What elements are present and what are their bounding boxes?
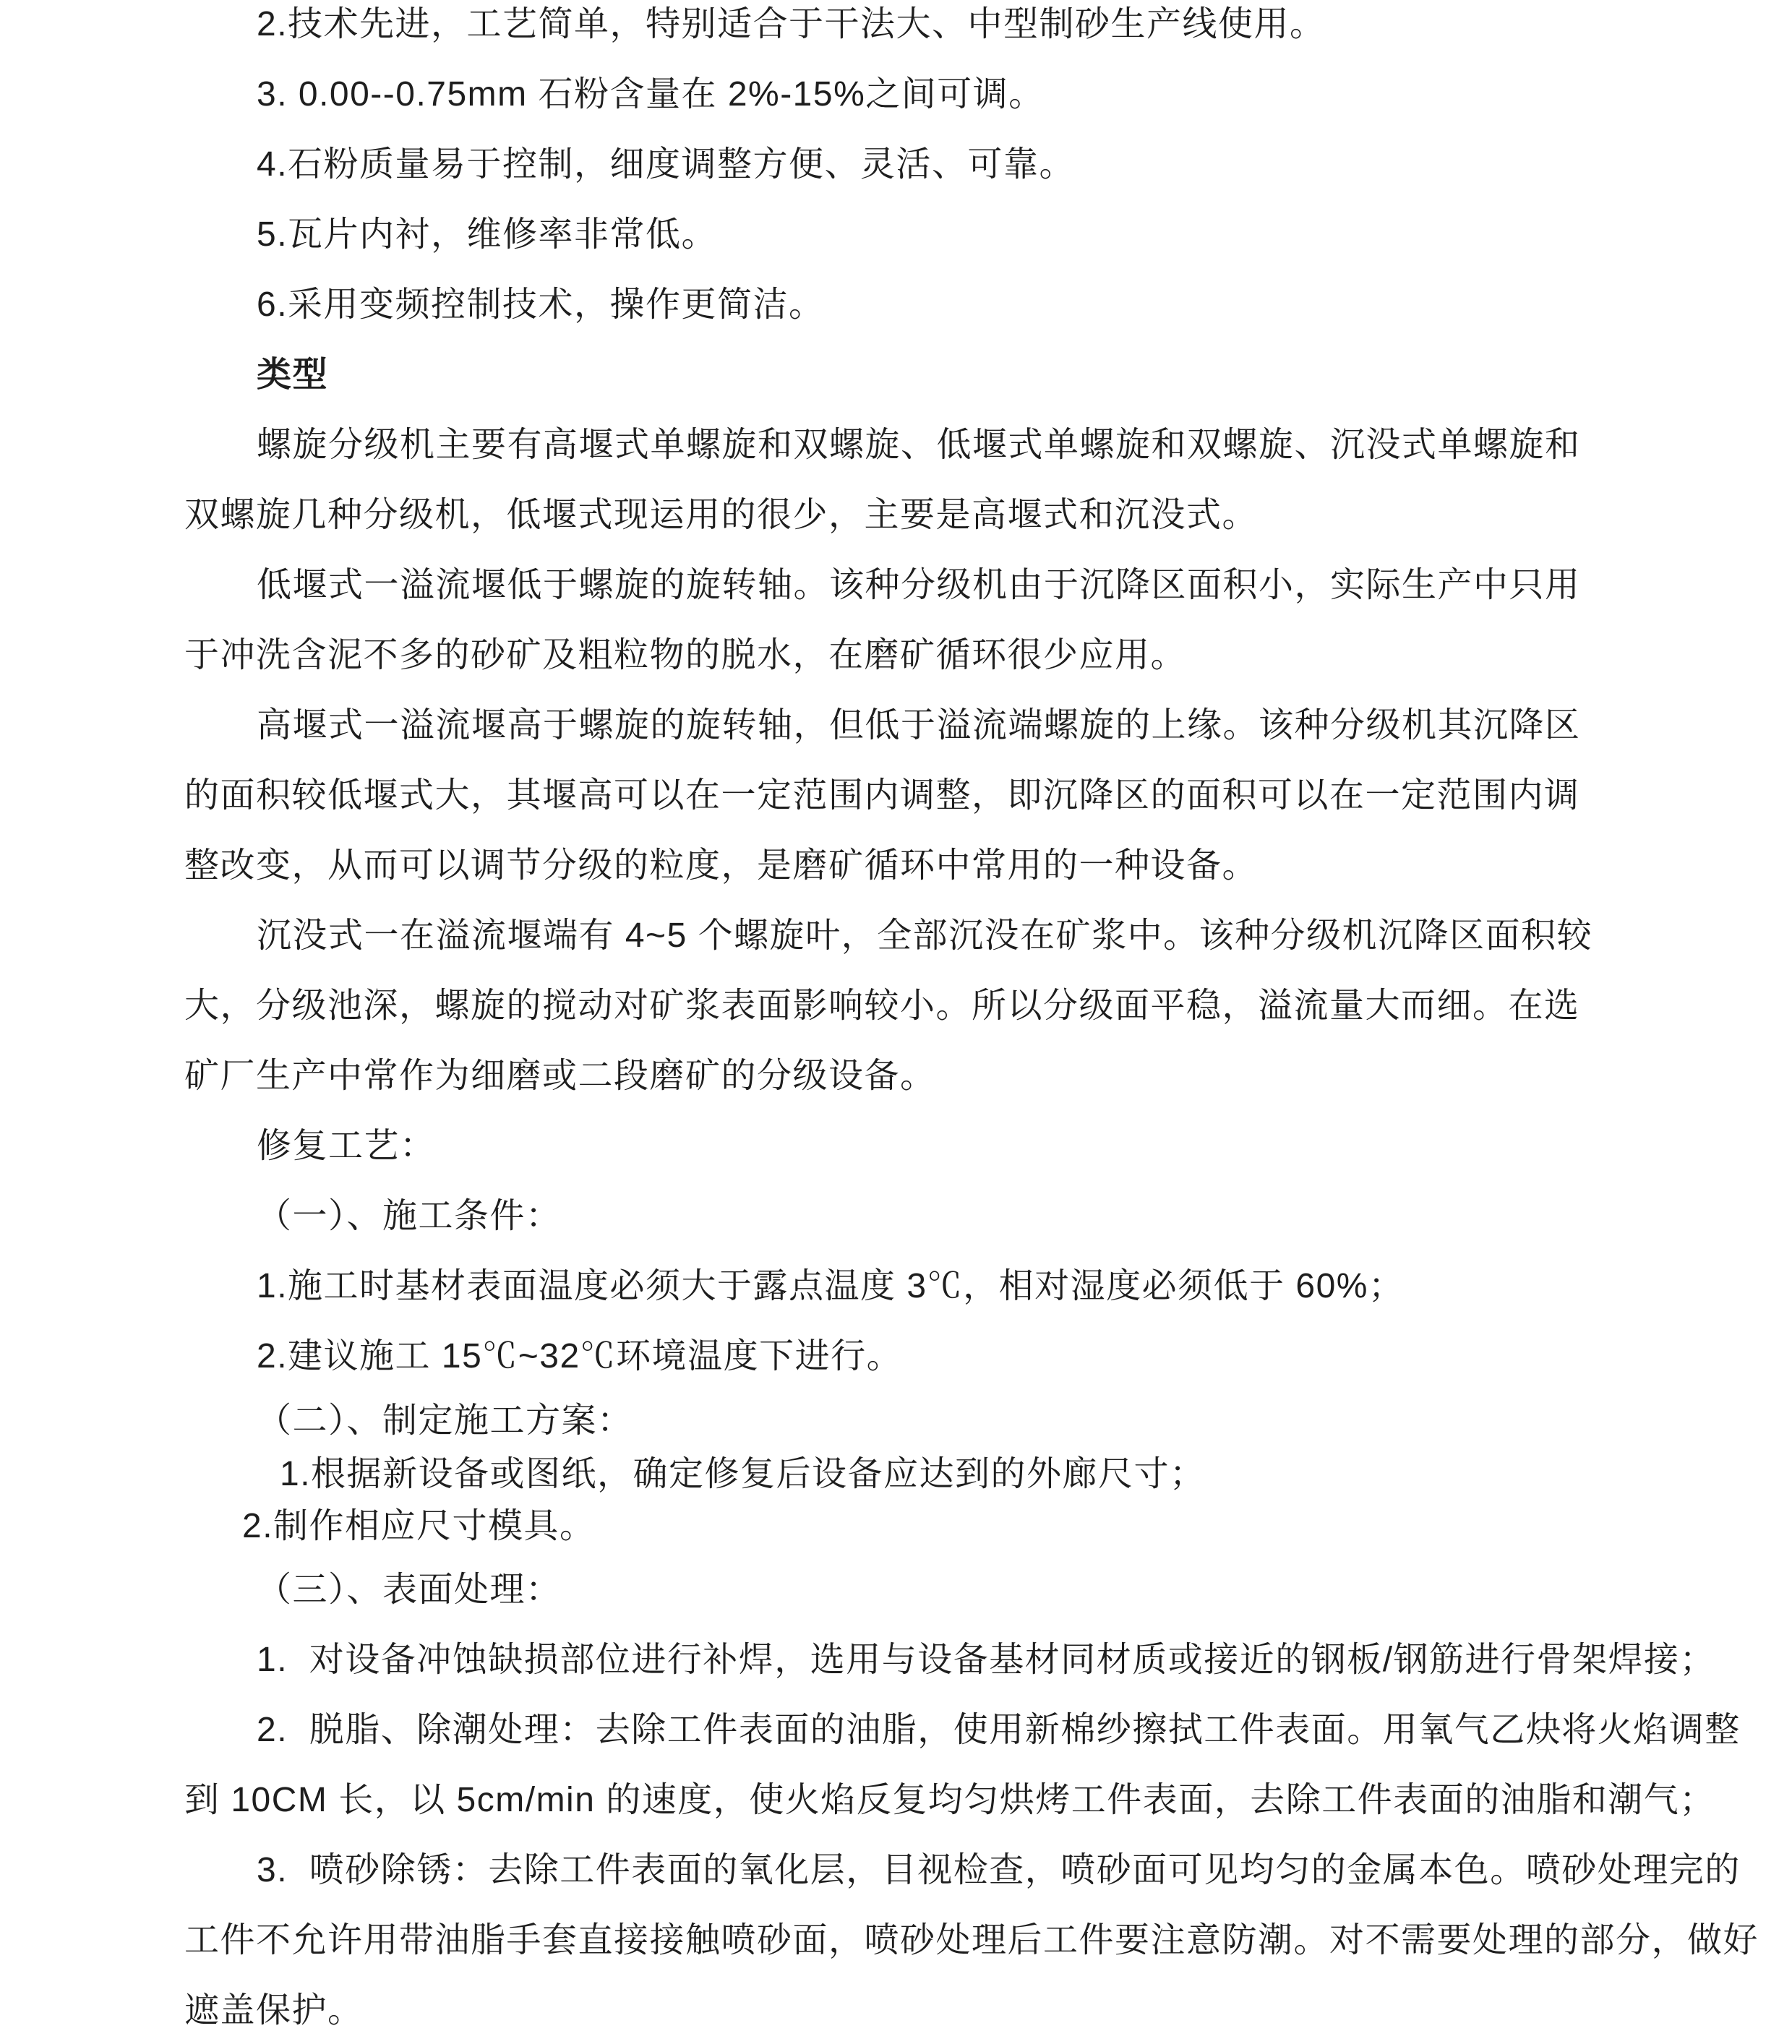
paragraph-line: 螺旋分级机主要有高堰式单螺旋和双螺旋、低堰式单螺旋和双螺旋、沉没式单螺旋和	[257, 426, 1581, 464]
paragraph-line: 大，分级池深，螺旋的搅动对矿浆表面影响较小。所以分级面平稳，溢流量大而细。在选	[184, 987, 1580, 1025]
paragraph-line: 高堰式一溢流堰高于螺旋的旋转轴，但低于溢流端螺旋的上缘。该种分级机其沉降区	[257, 706, 1581, 744]
paragraph-line: 的面积较低堰式大，其堰高可以在一定范围内调整，即沉降区的面积可以在一定范围内调	[184, 776, 1580, 815]
section-heading: 类型	[257, 356, 329, 394]
list-item: 1. 对设备冲蚀缺损部位进行补焊，选用与设备基材同材质或接近的钢板/钢筋进行骨架焊接；	[257, 1641, 1716, 1679]
paragraph-line: 遮盖保护。	[184, 1991, 364, 2030]
list-item: 6.采用变频控制技术，操作更简洁。	[257, 285, 825, 324]
list-item: 1.施工时基材表面温度必须大于露点温度 3℃，相对湿度必须低于 60%；	[257, 1267, 1405, 1305]
list-item: 2.建议施工 15℃~32℃环境温度下进行。	[257, 1337, 903, 1375]
list-item: 5.瓦片内衬，维修率非常低。	[257, 215, 718, 254]
paragraph-line: 矿厂生产中常作为细磨或二段磨矿的分级设备。	[184, 1057, 936, 1095]
list-item: 4.石粉质量易于控制，细度调整方便、灵活、可靠。	[257, 145, 1076, 184]
paragraph-line: 工件不允许用带油脂手套直接接触喷砂面，喷砂处理后工件要注意防潮。对不需要处理的部分，做好	[184, 1921, 1759, 1959]
paragraph-line: 于冲洗含泥不多的砂矿及粗粒物的脱水，在磨矿循环很少应用。	[184, 636, 1187, 674]
subsection-title: （二）、制定施工方案：	[257, 1401, 633, 1440]
list-item: 2.技术先进，工艺简单，特别适合于干法大、中型制砂生产线使用。	[257, 5, 1326, 43]
paragraph-line: 到 10CM 长，以 5cm/min 的速度，使火焰反复均匀烘烤工件表面，去除工件表面的油脂和潮气；	[184, 1781, 1715, 1819]
paragraph-line: 双螺旋几种分级机，低堰式现运用的很少，主要是高堰式和沉没式。	[184, 496, 1259, 534]
paragraph-line: 沉没式一在溢流堰端有 4~5 个螺旋叶，全部沉没在矿浆中。该种分级机沉降区面积较	[257, 916, 1593, 955]
list-item: 3. 0.00--0.75mm 石粉含量在 2%-15%之间可调。	[257, 75, 1045, 113]
paragraph-line: 整改变，从而可以调节分级的粒度，是磨矿循环中常用的一种设备。	[184, 846, 1259, 885]
subsection-title: （三）、表面处理：	[257, 1571, 562, 1609]
subsection-title: 修复工艺：	[257, 1127, 436, 1165]
list-item: 1.根据新设备或图纸，确定修复后设备应达到的外廊尺寸；	[280, 1455, 1206, 1493]
subsection-title: （一）、施工条件：	[257, 1197, 562, 1235]
paragraph-line: 低堰式一溢流堰低于螺旋的旋转轴。该种分级机由于沉降区面积小，实际生产中只用	[257, 566, 1581, 604]
paragraph-line: 2. 脱脂、除潮处理：去除工件表面的油脂，使用新棉纱擦拭工件表面。用氧气乙炔将火焰调整	[257, 1711, 1741, 1749]
paragraph-line: 3. 喷砂除锈：去除工件表面的氧化层，目视检查，喷砂面可见均匀的金属本色。喷砂处理完的	[257, 1851, 1741, 1889]
list-item: 2.制作相应尺寸模具。	[242, 1507, 596, 1545]
